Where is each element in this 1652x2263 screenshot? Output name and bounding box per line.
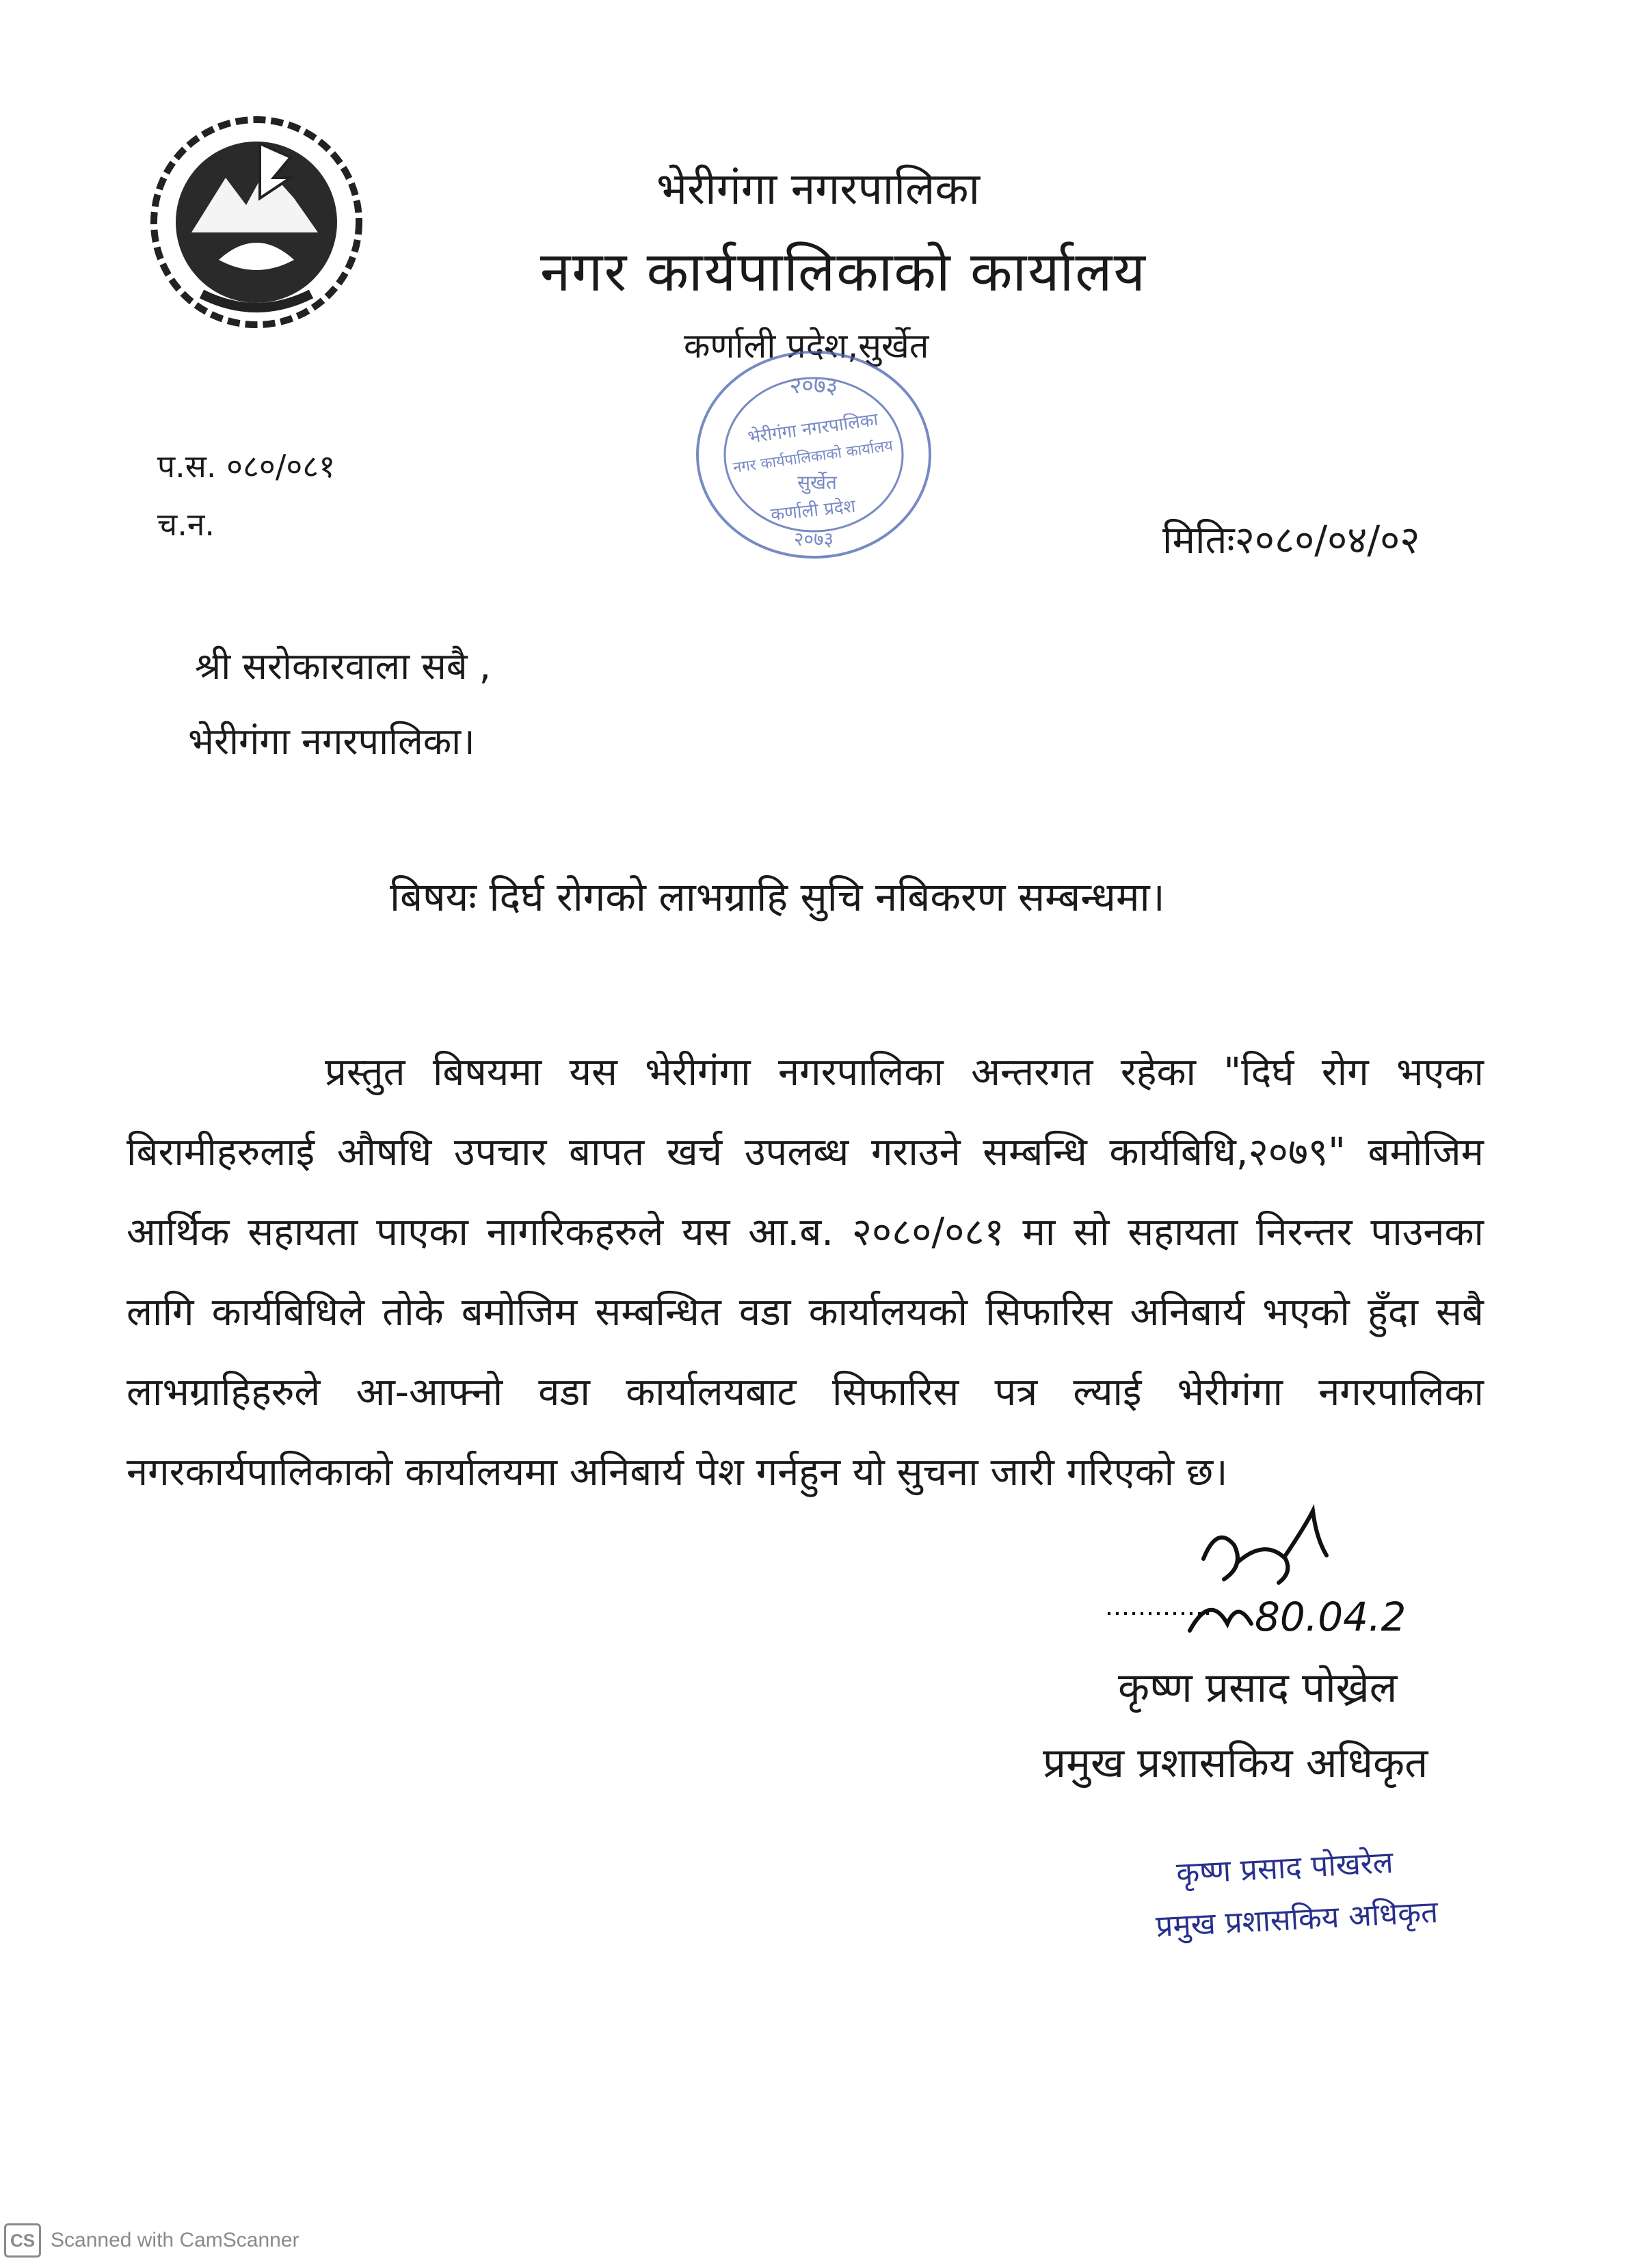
letter-date: मितिः२०८०/०४/०२	[1162, 518, 1420, 563]
office-location: कर्णाली प्रदेश,सुर्खेत	[684, 326, 929, 366]
seal-text-1: भेरीगंगा नगरपालिका	[746, 409, 880, 448]
office-name: नगर कार्यपालिकाको कार्यालय	[540, 240, 1147, 304]
addressee-line-2: भेरीगंगा नगरपालिका।	[188, 720, 475, 763]
scanner-watermark-text: Scanned with CamScanner	[51, 2229, 299, 2251]
seal-text-4: कर्णाली प्रदेश	[769, 496, 857, 526]
handwritten-signature-icon	[1108, 1497, 1463, 1655]
camscanner-logo-icon: CS	[4, 2223, 41, 2258]
name-stamp-name: कृष्ण प्रसाद पोखरेल	[1175, 1845, 1394, 1892]
handwritten-date: 80.04.2	[1255, 1594, 1407, 1640]
letter-subject: बिषयः दिर्घ रोगको लाभग्राहि सुचि नबिकरण सम्बन्धमा।	[390, 874, 1165, 920]
name-stamp-title: प्रमुख प्रशासकिय अधिकृत	[1155, 1894, 1439, 1944]
municipality-name: भेरीगंगा नगरपालिका	[656, 164, 981, 215]
seal-text-3: सुर्खेत	[797, 471, 837, 494]
addressee-line-1: श्री सरोकारवाला सबै ,	[195, 645, 491, 688]
seal-year-bottom: २०७३	[793, 528, 834, 550]
signer-name: कृष्ण प्रसाद पोख्रेल	[1118, 1664, 1398, 1712]
letter-number: प.स. ०८०/०८१	[157, 448, 336, 485]
signer-title: प्रमुख प्रशासकिय अधिकृत	[1043, 1739, 1428, 1787]
seal-text-2: नगर कार्यपालिकाको कार्यालय	[732, 437, 894, 477]
office-seal-icon	[684, 342, 944, 567]
scanner-watermark	[4, 2223, 299, 2258]
nepal-government-emblem-icon	[137, 103, 376, 335]
seal-year-top: २०७३	[789, 372, 838, 399]
letter-body: प्रस्तुत बिषयमा यस भेरीगंगा नगरपालिका अन्तरगत रहेका "दिर्घ रोग भएका बिरामीहरुलाई औषधि उपचार बापत खर्च उपलब्ध गराउने सम्बन्धि कार्यबिधि,२०७९" बमोजिम आर्थिक सहायता पाएका नागरिकहरुले यस आ.ब. २०८०/०८१ मा सो सहायता निरन्तर पाउनका लागि कार्यबिधिले तोके बमोजिम सम्बन्धित वडा कार्यालयको सिफारिस अनिबार्य भएको हुँदा सबै लाभग्राहिहरुले आ-आफ्नो वडा कार्यालयबाट सिफारिस पत्र ल्याई भेरीगंगा नगरपालिका नगरकार्यपालिकाको कार्यालयमा अनिबार्य पेश गर्नहुन यो सुचना जारी गरिएको छ।	[126, 1050, 1484, 1495]
dispatch-number: च.न.	[157, 506, 215, 543]
